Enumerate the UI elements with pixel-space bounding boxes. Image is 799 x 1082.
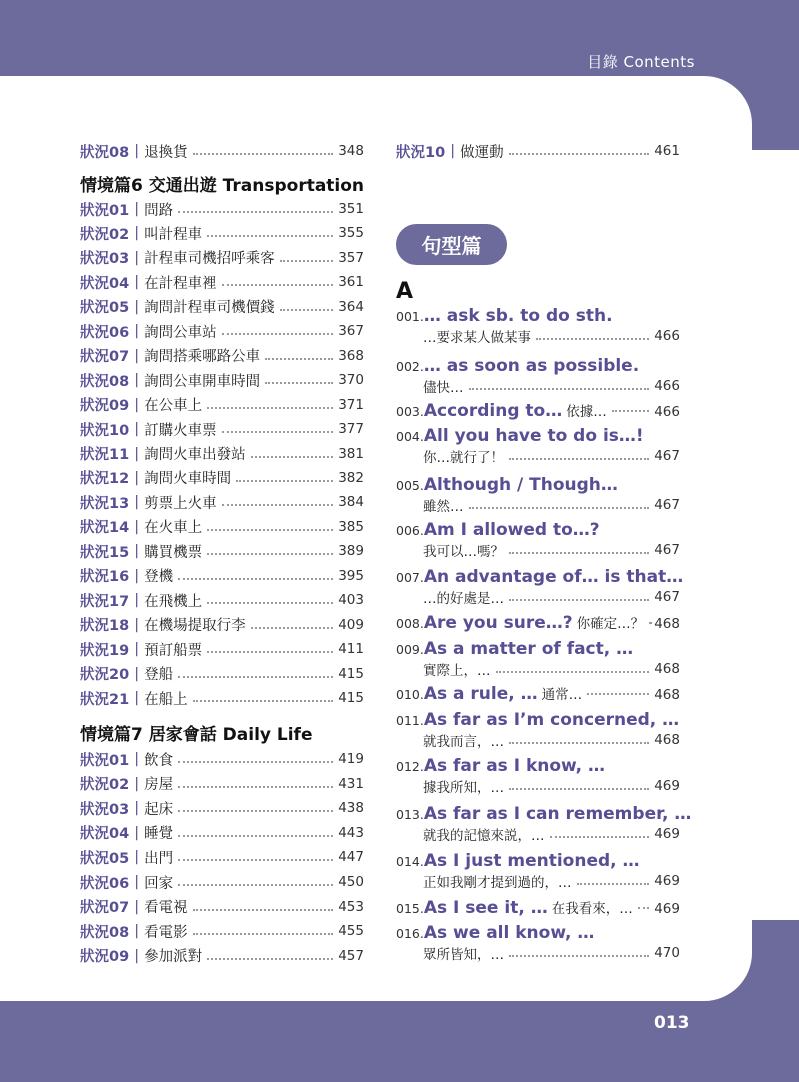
page-number: 013 <box>654 1013 690 1033</box>
situation-tag: 狀況09 <box>80 398 130 415</box>
situation-tag: 狀況21 <box>80 691 130 708</box>
situation-tag: 狀況12 <box>80 471 130 488</box>
page-ref: 409 <box>338 616 364 633</box>
section-heading: 情境篇6 交通出遊 Transportation <box>80 176 365 196</box>
toc-row[interactable] <box>80 663 364 685</box>
dot-leader <box>587 693 649 695</box>
sentence-pattern-entry[interactable] <box>396 356 680 396</box>
separator-bar: | <box>134 874 140 890</box>
chinese-meaning: 你確定…？ <box>576 616 645 632</box>
page-ref: 447 <box>338 849 364 866</box>
dot-leader <box>509 788 649 790</box>
separator-bar: | <box>134 298 140 315</box>
dot-leader <box>178 810 333 812</box>
toc-row[interactable] <box>396 140 680 162</box>
dot-leader <box>638 907 650 909</box>
separator-bar: | <box>134 494 140 511</box>
toc-title: 在計程車裡 <box>144 275 217 292</box>
english-pattern: As a rule, … <box>423 684 538 704</box>
toc-row[interactable] <box>80 247 364 269</box>
dot-leader <box>207 407 333 409</box>
dot-leader <box>193 153 334 155</box>
page-ref: 469 <box>654 826 680 842</box>
toc-row[interactable] <box>80 871 364 893</box>
english-pattern: As far as I’m concerned, … <box>423 710 680 730</box>
toc-title: 剪票上火車 <box>144 495 217 512</box>
toc-row[interactable] <box>80 540 364 562</box>
sentence-pattern-entry[interactable] <box>396 567 684 607</box>
toc-title: 計程車司機招呼乘客 <box>144 251 275 268</box>
dot-leader <box>178 676 333 678</box>
toc-row[interactable] <box>80 797 364 819</box>
page-header-title: 目錄 Contents <box>587 53 695 71</box>
dot-leader <box>178 859 333 861</box>
page-ref: 470 <box>654 945 680 961</box>
situation-tag: 狀況06 <box>80 875 130 892</box>
toc-row[interactable] <box>80 846 364 868</box>
toc-row[interactable] <box>80 418 364 440</box>
page-ref: 364 <box>338 298 364 315</box>
separator-bar: | <box>134 923 140 940</box>
situation-tag: 狀況05 <box>80 850 130 867</box>
toc-row[interactable] <box>80 369 364 391</box>
situation-tag: 狀況11 <box>80 447 130 463</box>
entry-number: 007. <box>396 570 424 585</box>
situation-tag: 狀況15 <box>80 544 130 561</box>
toc-row[interactable] <box>80 565 364 587</box>
dot-leader <box>265 358 333 360</box>
toc-title: 在船上 <box>144 691 188 708</box>
situation-tag: 狀況13 <box>80 495 130 512</box>
toc-row[interactable] <box>80 822 364 844</box>
separator-bar: | <box>134 249 140 266</box>
dot-leader <box>222 431 334 433</box>
toc-title: 在機場提取行李 <box>144 618 246 635</box>
sentence-pattern-entry[interactable] <box>396 612 680 633</box>
sentence-pattern-entry[interactable] <box>396 306 680 346</box>
toc-title: 詢問計程車司機價錢 <box>144 300 275 317</box>
separator-bar: | <box>134 616 140 633</box>
entry-number: 014. <box>396 854 424 869</box>
pattern-section-pill: 句型篇 <box>396 224 507 265</box>
separator-bar: | <box>134 445 140 462</box>
toc-title: 詢問搭乘哪路公車 <box>144 349 261 366</box>
chinese-meaning: 就我而言，… <box>423 734 504 750</box>
dot-leader <box>469 507 650 509</box>
chinese-meaning: 儘快… <box>423 380 464 396</box>
situation-tag: 狀況10 <box>80 422 130 439</box>
page-ref: 461 <box>654 143 680 159</box>
dot-leader <box>207 529 333 531</box>
toc-row[interactable] <box>80 773 364 795</box>
situation-tag: 狀況09 <box>80 949 130 966</box>
page-ref: 351 <box>338 201 364 217</box>
situation-tag: 狀況20 <box>80 667 130 684</box>
dot-leader <box>207 958 333 960</box>
page-ref: 455 <box>338 923 364 940</box>
chinese-meaning: 我可以…嗎？ <box>423 544 504 560</box>
sentence-pattern-entry[interactable] <box>396 710 680 750</box>
toc-title: 登機 <box>144 569 174 586</box>
situation-tag: 狀況02 <box>80 777 130 794</box>
page-ref: 415 <box>338 665 364 682</box>
toc-row[interactable] <box>80 491 364 513</box>
separator-bar: | <box>134 225 140 242</box>
toc-title: 在火車上 <box>144 520 203 537</box>
chinese-meaning: …的好處是… <box>423 591 504 607</box>
situation-tag: 狀況10 <box>396 144 446 161</box>
sentence-pattern-entry[interactable] <box>396 520 680 560</box>
entry-number: 006. <box>396 523 424 538</box>
situation-tag: 狀況08 <box>80 144 130 161</box>
separator-bar: | <box>134 323 140 340</box>
dot-leader <box>280 260 334 262</box>
situation-tag: 狀況03 <box>80 251 130 268</box>
page-ref: 467 <box>654 448 680 464</box>
separator-bar: | <box>134 396 140 413</box>
sentence-pattern-entry[interactable] <box>396 426 680 466</box>
toc-title: 詢問公車站 <box>144 324 217 341</box>
dot-leader <box>222 504 334 506</box>
toc-title: 在公車上 <box>144 398 203 415</box>
sentence-pattern-entry[interactable] <box>396 923 680 963</box>
entry-number: 011. <box>396 713 424 728</box>
dot-leader <box>207 553 333 555</box>
dot-leader <box>178 884 333 886</box>
dot-leader <box>496 671 650 673</box>
dot-leader <box>222 333 334 335</box>
chinese-meaning: 就我的記憶來説，… <box>423 828 545 844</box>
toc-row[interactable] <box>80 516 364 538</box>
situation-tag: 狀況06 <box>80 324 130 341</box>
situation-tag: 狀況07 <box>80 349 130 366</box>
page-ref: 411 <box>338 641 364 658</box>
entry-number: 003. <box>396 404 424 419</box>
english-pattern: As I see it, … <box>423 898 548 918</box>
situation-tag: 狀況14 <box>80 520 130 537</box>
situation-tag: 狀況01 <box>80 752 130 769</box>
alphabet-letter: A <box>396 279 414 304</box>
separator-bar: | <box>134 201 140 217</box>
chinese-meaning: 據我所知，… <box>423 780 504 796</box>
page-ref: 469 <box>654 901 680 917</box>
toc-row[interactable] <box>80 638 364 660</box>
english-pattern: … ask sb. to do sth. <box>423 306 613 326</box>
toc-row[interactable] <box>80 198 364 220</box>
page-ref: 431 <box>338 775 364 792</box>
chinese-meaning: 你…就行了！ <box>423 450 504 466</box>
page-ref: 381 <box>338 445 364 462</box>
situation-tag: 狀況05 <box>80 300 130 317</box>
page-ref: 371 <box>338 396 364 413</box>
page-ref: 453 <box>338 898 364 915</box>
chinese-meaning: 正如我剛才提到過的，… <box>423 875 572 891</box>
separator-bar: | <box>134 800 140 817</box>
toc-row[interactable] <box>80 467 364 489</box>
page-ref: 467 <box>654 542 680 558</box>
chinese-meaning: 通常… <box>541 687 583 703</box>
toc-title: 睡覺 <box>144 826 174 843</box>
separator-bar: | <box>134 421 140 438</box>
toc-row[interactable] <box>80 920 364 942</box>
dot-leader <box>178 211 333 213</box>
page-ref: 389 <box>338 543 364 560</box>
dot-leader <box>193 700 334 702</box>
section-heading: 情境篇7 居家會話 Daily Life <box>80 725 313 745</box>
separator-bar: | <box>134 751 140 767</box>
situation-tag: 狀況19 <box>80 642 130 659</box>
toc-title: 預訂船票 <box>144 642 203 659</box>
entry-number: 004. <box>396 429 424 444</box>
dot-leader <box>178 835 333 837</box>
separator-bar: | <box>134 143 140 159</box>
page-ref: 467 <box>654 589 680 605</box>
page-ref: 355 <box>338 225 364 242</box>
entry-number: 010. <box>396 687 424 702</box>
page-ref: 467 <box>654 497 680 513</box>
dot-leader <box>509 599 649 601</box>
english-pattern: As a matter of fact, … <box>423 639 634 659</box>
toc-title: 在飛機上 <box>144 593 203 610</box>
separator-bar: | <box>134 543 140 560</box>
separator-bar: | <box>134 898 140 915</box>
toc-row[interactable] <box>80 614 364 636</box>
separator-bar: | <box>134 775 140 792</box>
situation-tag: 狀況18 <box>80 618 130 635</box>
english-pattern: As far as I can remember, … <box>423 804 692 824</box>
toc-title: 詢問火車時間 <box>144 471 232 488</box>
entry-number: 016. <box>396 926 424 941</box>
page-ref: 468 <box>654 616 680 632</box>
toc-row[interactable] <box>80 394 364 416</box>
situation-tag: 狀況16 <box>80 569 130 586</box>
page-ref: 384 <box>338 494 364 511</box>
dot-leader <box>178 786 333 788</box>
entry-number: 001. <box>396 309 424 324</box>
page-ref: 382 <box>338 469 364 486</box>
toc-title: 退換貨 <box>144 144 188 161</box>
page-ref: 438 <box>338 800 364 817</box>
toc-row[interactable] <box>80 271 364 293</box>
separator-bar: | <box>134 469 140 486</box>
page-ref: 466 <box>654 404 680 420</box>
dot-leader <box>509 458 649 460</box>
dot-leader <box>612 410 650 412</box>
dot-leader <box>509 552 649 554</box>
sentence-pattern-entry[interactable] <box>396 897 680 918</box>
chinese-meaning: 雖然… <box>423 499 464 515</box>
sentence-pattern-entry[interactable] <box>396 756 680 796</box>
content-card <box>0 76 752 1001</box>
english-pattern: … as soon as possible. <box>423 356 640 376</box>
page-ref: 443 <box>338 824 364 841</box>
separator-bar: | <box>134 849 140 866</box>
separator-bar: | <box>134 641 140 658</box>
page-ref: 385 <box>338 518 364 535</box>
separator-bar: | <box>134 824 140 841</box>
toc-row[interactable] <box>80 748 364 770</box>
english-pattern: An advantage of… is that… <box>423 567 684 587</box>
dot-leader <box>265 382 333 384</box>
sentence-pattern-entry[interactable] <box>396 400 680 421</box>
dot-leader <box>509 742 649 744</box>
dot-leader <box>193 933 334 935</box>
dot-leader <box>251 627 334 629</box>
toc-row[interactable] <box>80 320 364 342</box>
toc-row[interactable] <box>80 345 364 367</box>
separator-bar: | <box>134 518 140 535</box>
chinese-meaning: 實際上，… <box>423 663 491 679</box>
dot-leader <box>222 284 334 286</box>
dot-leader <box>193 909 334 911</box>
page-ref: 450 <box>338 874 364 890</box>
page-ref: 468 <box>654 732 680 748</box>
toc-row[interactable] <box>80 896 364 918</box>
dot-leader <box>207 235 333 237</box>
situation-tag: 狀況07 <box>80 900 130 917</box>
chinese-meaning: 眾所皆知，… <box>423 947 504 963</box>
toc-title: 做運動 <box>460 144 504 161</box>
dot-leader <box>251 456 334 458</box>
page-ref: 395 <box>338 567 364 584</box>
page-ref: 357 <box>338 249 364 266</box>
page-ref: 370 <box>338 372 364 389</box>
dot-leader <box>577 883 650 885</box>
page-ref: 419 <box>338 751 364 767</box>
toc-title: 訂購火車票 <box>144 422 217 439</box>
sentence-pattern-entry[interactable] <box>396 851 680 891</box>
page-ref: 468 <box>654 661 680 677</box>
toc-row[interactable] <box>80 945 364 967</box>
situation-tag: 狀況04 <box>80 826 130 843</box>
entry-number: 012. <box>396 759 424 774</box>
situation-tag: 狀況04 <box>80 275 130 292</box>
situation-tag: 狀況03 <box>80 801 130 818</box>
dot-leader <box>178 761 333 763</box>
separator-bar: | <box>450 143 456 159</box>
chinese-meaning: …要求某人做某事 <box>423 330 531 346</box>
page-ref: 361 <box>338 274 364 291</box>
separator-bar: | <box>134 567 140 584</box>
entry-number: 009. <box>396 642 424 657</box>
chinese-meaning: 依據… <box>566 404 607 420</box>
entry-number: 015. <box>396 901 424 916</box>
toc-row[interactable] <box>80 687 364 709</box>
separator-bar: | <box>134 592 140 609</box>
entry-number: 002. <box>396 359 424 374</box>
english-pattern: Are you sure…? <box>423 613 573 633</box>
toc-title: 看電視 <box>144 900 188 917</box>
dot-leader <box>550 836 650 838</box>
page-ref: 469 <box>654 778 680 794</box>
page-ref: 348 <box>338 143 364 159</box>
entry-number: 005. <box>396 478 424 493</box>
separator-bar: | <box>134 347 140 364</box>
dot-leader <box>178 578 333 580</box>
chinese-meaning: 在我看來，… <box>551 901 633 917</box>
english-pattern: According to… <box>423 401 563 421</box>
page-ref: 377 <box>338 421 364 438</box>
toc-row[interactable] <box>80 443 364 465</box>
page-ref: 466 <box>654 378 680 394</box>
dot-leader <box>536 338 649 340</box>
page-ref: 403 <box>338 592 364 609</box>
toc-title: 飲食 <box>144 752 174 769</box>
sentence-pattern-entry[interactable] <box>396 475 680 515</box>
toc-title: 回家 <box>144 875 174 892</box>
toc-title: 起床 <box>144 801 174 818</box>
page-ref: 466 <box>654 328 680 344</box>
toc-title: 房屋 <box>144 777 174 794</box>
separator-bar: | <box>134 690 140 706</box>
english-pattern: As I just mentioned, … <box>423 851 640 871</box>
situation-tag: 狀況02 <box>80 226 130 243</box>
dot-leader <box>207 651 333 653</box>
toc-title: 出門 <box>144 850 174 867</box>
toc-title: 參加派對 <box>144 949 203 966</box>
english-pattern: As far as I know, … <box>423 756 606 776</box>
page-ref: 367 <box>338 323 364 340</box>
situation-tag: 狀況08 <box>80 373 130 390</box>
toc-title: 登船 <box>144 667 174 684</box>
situation-tag: 狀況01 <box>80 202 130 219</box>
page-ref: 468 <box>654 687 680 703</box>
english-pattern: All you have to do is…! <box>423 426 644 446</box>
sentence-pattern-entry[interactable] <box>396 804 692 844</box>
toc-title: 購買機票 <box>144 544 203 561</box>
situation-tag: 狀況17 <box>80 593 130 610</box>
situation-tag: 狀況08 <box>80 924 130 941</box>
toc-row[interactable] <box>80 296 364 318</box>
separator-bar: | <box>134 665 140 682</box>
english-pattern: Am I allowed to…? <box>423 520 600 540</box>
toc-title: 看電影 <box>144 924 188 941</box>
page-ref: 368 <box>338 347 364 364</box>
page-ref: 415 <box>338 690 364 706</box>
english-pattern: As we all know, … <box>423 923 595 943</box>
english-pattern: Although / Though… <box>423 475 618 495</box>
sentence-pattern-entry[interactable] <box>396 683 680 704</box>
dot-leader <box>207 602 333 604</box>
entry-number: 008. <box>396 616 424 631</box>
dot-leader <box>280 309 334 311</box>
sentence-pattern-entry[interactable] <box>396 639 680 679</box>
toc-row[interactable] <box>80 222 364 244</box>
separator-bar: | <box>134 274 140 291</box>
entry-number: 013. <box>396 807 424 822</box>
dot-leader <box>509 955 649 957</box>
toc-title: 詢問公車開車時間 <box>144 373 261 390</box>
page-ref: 457 <box>338 947 364 964</box>
toc-row[interactable] <box>80 140 364 162</box>
toc-title: 詢問火車出發站 <box>144 447 246 463</box>
page-ref: 469 <box>654 873 680 889</box>
dot-leader <box>236 480 333 482</box>
toc-row[interactable] <box>80 589 364 611</box>
toc-title: 問路 <box>144 202 174 219</box>
dot-leader <box>509 153 650 155</box>
toc-title: 叫計程車 <box>144 226 203 243</box>
dot-leader <box>469 388 650 390</box>
separator-bar: | <box>134 947 140 964</box>
separator-bar: | <box>134 372 140 389</box>
